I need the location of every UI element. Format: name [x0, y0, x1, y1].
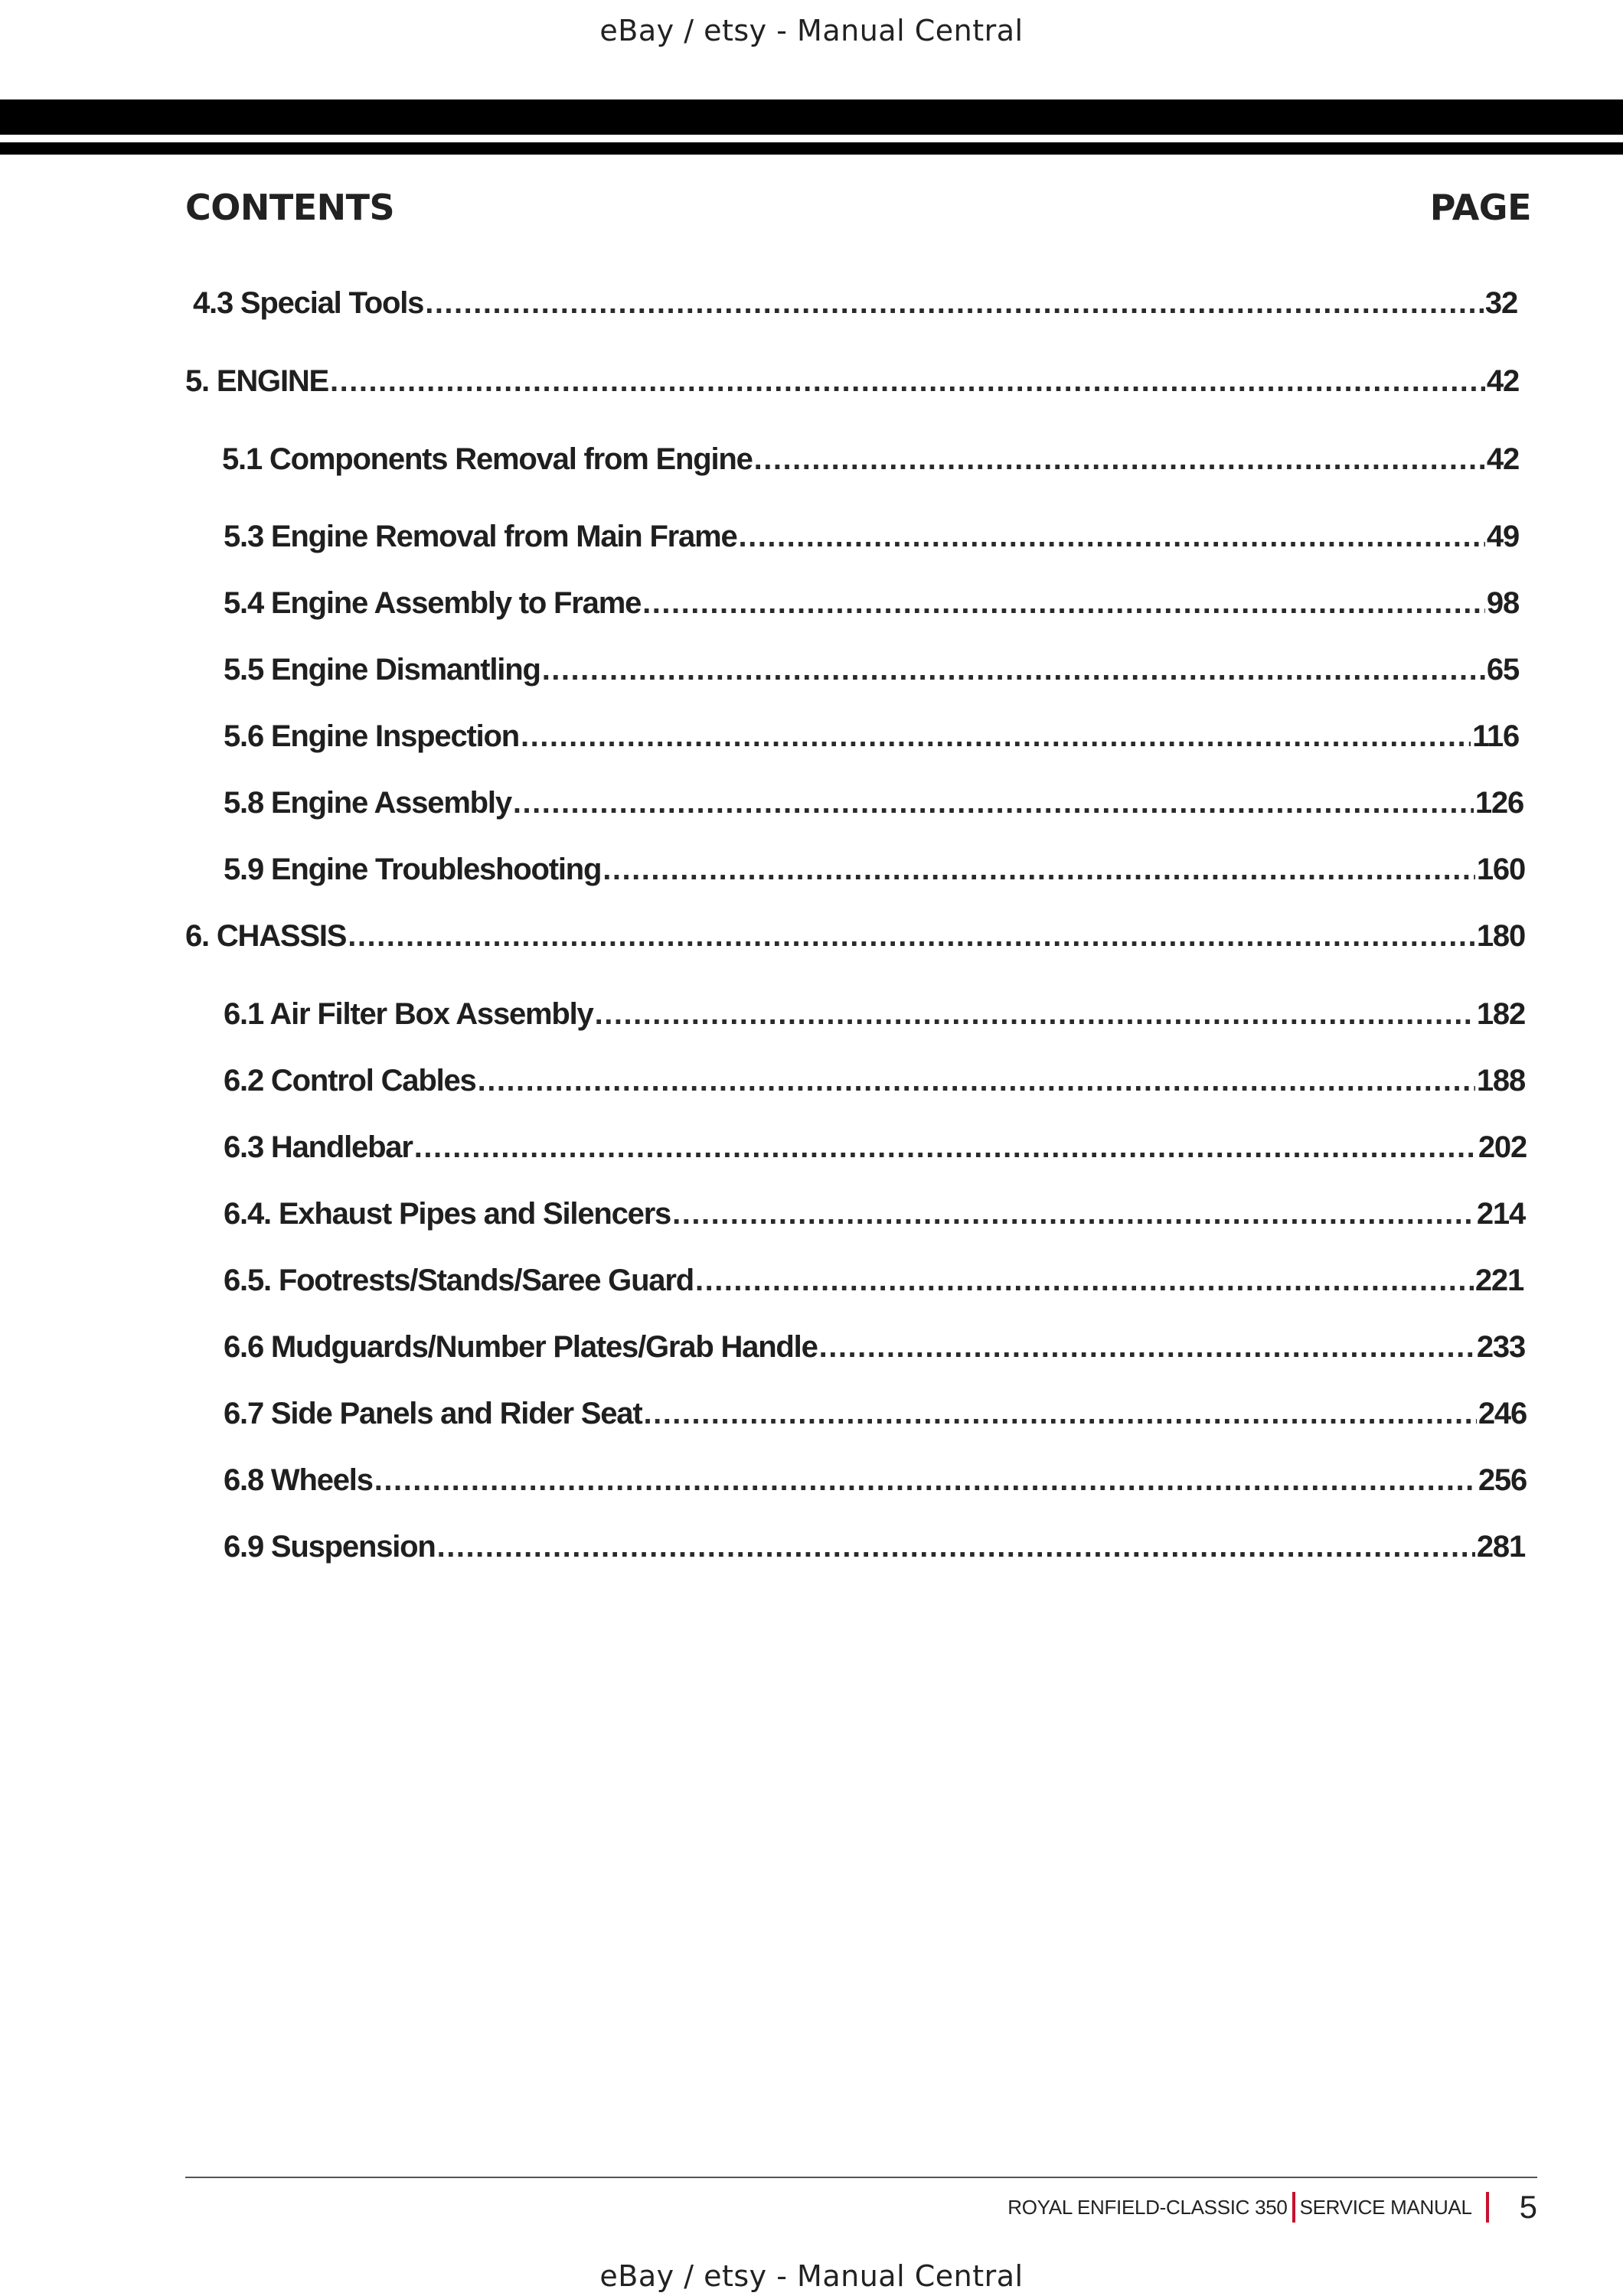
- toc-entry[interactable]: [185, 360, 1519, 403]
- toc-entry[interactable]: [224, 848, 1525, 891]
- toc-entry-label: 6. CHASSIS: [185, 919, 347, 953]
- toc-dot-leader: [754, 438, 1485, 481]
- toc-dot-leader: [521, 715, 1471, 758]
- toc-entry-label: 4.3 Special Tools: [193, 286, 424, 320]
- toc-entry-page: 233: [1476, 1330, 1525, 1364]
- footer-manual-model: ROYAL ENFIELD-CLASSIC 350: [1007, 2195, 1288, 2219]
- toc-entry[interactable]: [224, 1392, 1527, 1435]
- toc-dot-leader: [643, 1392, 1476, 1435]
- toc-entry-label: 5.3 Engine Removal from Main Frame: [224, 520, 737, 553]
- toc-entry-label: 6.7 Side Panels and Rider Seat: [224, 1397, 642, 1430]
- toc-dot-leader: [348, 915, 1475, 957]
- toc-entry[interactable]: [224, 1525, 1525, 1568]
- toc-entry-page: 42: [1486, 364, 1519, 398]
- toc-entry[interactable]: [224, 582, 1519, 625]
- toc-entry[interactable]: [224, 1192, 1525, 1235]
- toc-entry-page: 202: [1478, 1130, 1527, 1164]
- toc-dot-leader: [603, 848, 1475, 891]
- toc-entry[interactable]: [224, 781, 1523, 824]
- toc-dot-leader: [672, 1192, 1475, 1235]
- toc-entry-page: 98: [1486, 586, 1519, 620]
- toc-dot-leader: [414, 1126, 1477, 1169]
- toc-entry-label: 5.8 Engine Assembly: [224, 786, 511, 820]
- toc-entry-label: 6.4. Exhaust Pipes and Silencers: [224, 1197, 671, 1231]
- toc-dot-leader: [642, 582, 1485, 625]
- toc-entry-page: 188: [1476, 1064, 1525, 1097]
- toc-dot-leader: [425, 282, 1484, 325]
- toc-entry-label: 6.9 Suspension: [224, 1530, 436, 1564]
- footer-page-number: 5: [1519, 2189, 1537, 2225]
- contents-heading: CONTENTS: [185, 187, 395, 228]
- toc-entry[interactable]: [193, 282, 1517, 325]
- footer: [1007, 2189, 1537, 2226]
- footer-rule: [185, 2177, 1537, 2178]
- toc-entry-label: 5. ENGINE: [185, 364, 329, 398]
- header-band-thin: [0, 142, 1623, 155]
- toc-dot-leader: [595, 993, 1475, 1035]
- toc-entry[interactable]: [222, 438, 1519, 481]
- toc-entry-label: 5.1 Components Removal from Engine: [222, 442, 753, 476]
- toc-dot-leader: [513, 781, 1474, 824]
- toc-entry[interactable]: [224, 1326, 1525, 1368]
- toc-entry-page: 160: [1476, 853, 1525, 886]
- toc-dot-leader: [542, 648, 1485, 691]
- toc-entry[interactable]: [185, 915, 1525, 957]
- toc-entry[interactable]: [224, 1059, 1525, 1102]
- toc-entry-page: 116: [1472, 719, 1519, 753]
- toc-dot-leader: [695, 1259, 1474, 1302]
- footer-manual-type: SERVICE MANUAL: [1299, 2195, 1472, 2219]
- toc-entry-label: 6.8 Wheels: [224, 1463, 373, 1497]
- toc-entry-page: 65: [1486, 653, 1519, 687]
- toc-entry-label: 5.4 Engine Assembly to Frame: [224, 586, 642, 620]
- toc-entry-page: 49: [1486, 520, 1519, 553]
- toc-entry-label: 6.5. Footrests/Stands/Saree Guard: [224, 1264, 694, 1297]
- toc-entry-page: 126: [1474, 786, 1523, 820]
- toc-dot-leader: [819, 1326, 1475, 1368]
- toc-entry-label: 5.6 Engine Inspection: [224, 719, 519, 753]
- toc-entry-page: 32: [1484, 286, 1517, 320]
- footer-separator: [1486, 2192, 1489, 2223]
- watermark-top: eBay / etsy - Manual Central: [599, 14, 1024, 47]
- toc-entry-page: 42: [1486, 442, 1519, 476]
- toc-entry[interactable]: [224, 993, 1525, 1035]
- toc-dot-leader: [739, 515, 1485, 558]
- toc-dot-leader: [330, 360, 1485, 403]
- toc-dot-leader: [437, 1525, 1475, 1568]
- toc-entry[interactable]: [224, 515, 1519, 558]
- toc-entry-page: 281: [1476, 1530, 1525, 1564]
- toc-entry-label: 6.2 Control Cables: [224, 1064, 476, 1097]
- footer-separator: [1292, 2192, 1295, 2223]
- toc-entry-label: 6.3 Handlebar: [224, 1130, 413, 1164]
- toc-entry[interactable]: [224, 1459, 1527, 1502]
- watermark-bottom: eBay / etsy - Manual Central: [599, 2259, 1024, 2293]
- toc-entry-label: 5.9 Engine Troubleshooting: [224, 853, 602, 886]
- toc-entry[interactable]: [224, 715, 1519, 758]
- page-heading: PAGE: [1429, 187, 1531, 228]
- toc-entry-page: 182: [1476, 997, 1525, 1031]
- toc-entry-label: 6.6 Mudguards/Number Plates/Grab Handle: [224, 1330, 818, 1364]
- toc-dot-leader: [478, 1059, 1475, 1102]
- toc-entry-page: 214: [1476, 1197, 1525, 1231]
- toc-entry-page: 221: [1474, 1264, 1523, 1297]
- toc-entry-page: 246: [1478, 1397, 1527, 1430]
- toc-dot-leader: [374, 1459, 1477, 1502]
- toc-entry-label: 5.5 Engine Dismantling: [224, 653, 540, 687]
- toc-entry[interactable]: [224, 648, 1519, 691]
- toc-entry-label: 6.1 Air Filter Box Assembly: [224, 997, 593, 1031]
- toc-entry[interactable]: [224, 1259, 1523, 1302]
- header-band-thick: [0, 99, 1623, 135]
- toc-entry[interactable]: [224, 1126, 1527, 1169]
- toc-entry-page: 256: [1478, 1463, 1527, 1497]
- toc-entry-page: 180: [1476, 919, 1525, 953]
